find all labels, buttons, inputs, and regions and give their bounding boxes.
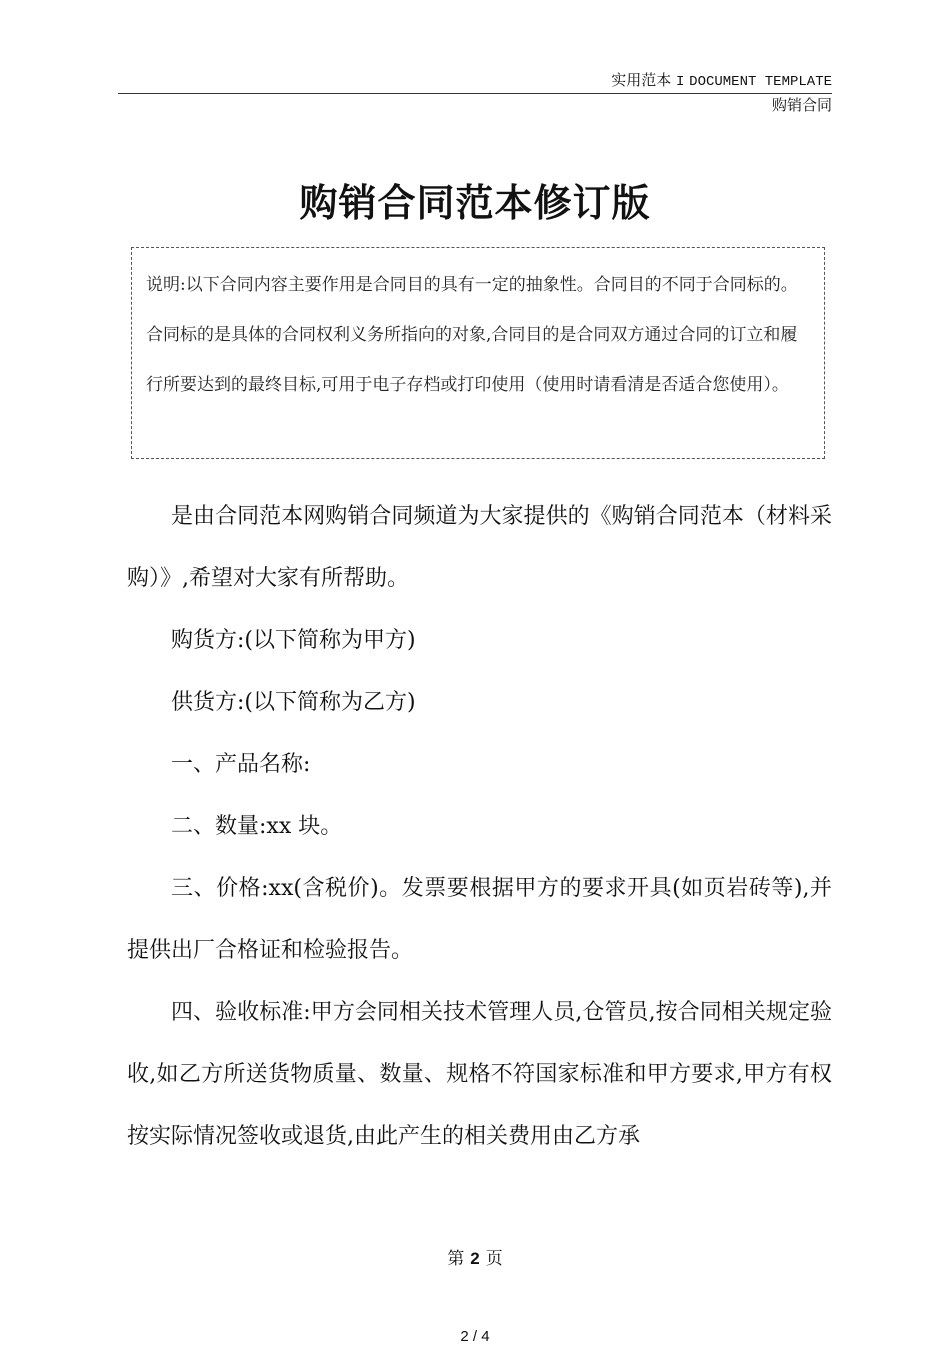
note-box	[131, 247, 825, 459]
document-body	[127, 486, 832, 1168]
header-separator: I	[675, 74, 685, 90]
note-text: 说明:以下合同内容主要作用是合同目的具有一定的抽象性。合同目的不同于合同标的。合同标的是具体的合同权利义务所指向的对象,合同目的是合同双方通过合同的订立和履行所要达到的最终目标,可用于电子存档或打印使用（使用时请看清是否适合您使用）。	[146, 275, 798, 395]
paragraph-supplier: 供货方:(以下简称为乙方)	[171, 690, 416, 715]
paragraph-acceptance: 四、验收标准:甲方会同相关技术管理人员,仓管员,按合同相关规定验收,如乙方所送货物质量、数量、规格不符国家标准和甲方要求,甲方有权按实际情况签收或退货,由此产生的相关费用由乙方承	[127, 1000, 832, 1149]
page-suffix: 页	[485, 1249, 503, 1269]
header-divider	[118, 93, 832, 94]
paragraph-intro: 是由合同范本网购销合同频道为大家提供的《购销合同范本（材料采购）》,希望对大家有所帮助。	[127, 504, 832, 591]
header-brand-line	[611, 70, 832, 92]
paragraph-buyer: 购货方:(以下简称为甲方)	[171, 628, 416, 653]
page-counter: 2 / 4	[460, 1328, 490, 1345]
page-footer	[0, 1248, 950, 1270]
header-subtitle: 购销合同	[771, 96, 832, 114]
paragraph-price: 三、价格:xx(含税价)。发票要根据甲方的要求开具(如页岩砖等),并提供出厂合格证和检验报告。	[127, 876, 832, 963]
paragraph-quantity: 二、数量:xx 块。	[171, 814, 343, 839]
document-title: 购销合同范本修订版	[299, 181, 651, 225]
page-prefix: 第	[447, 1249, 465, 1269]
header-template-label: DOCUMENT TEMPLATE	[689, 74, 832, 90]
paragraph-product-name: 一、产品名称:	[171, 752, 311, 777]
header-brand: 实用范本	[611, 71, 672, 89]
page-number: 2	[470, 1249, 480, 1268]
